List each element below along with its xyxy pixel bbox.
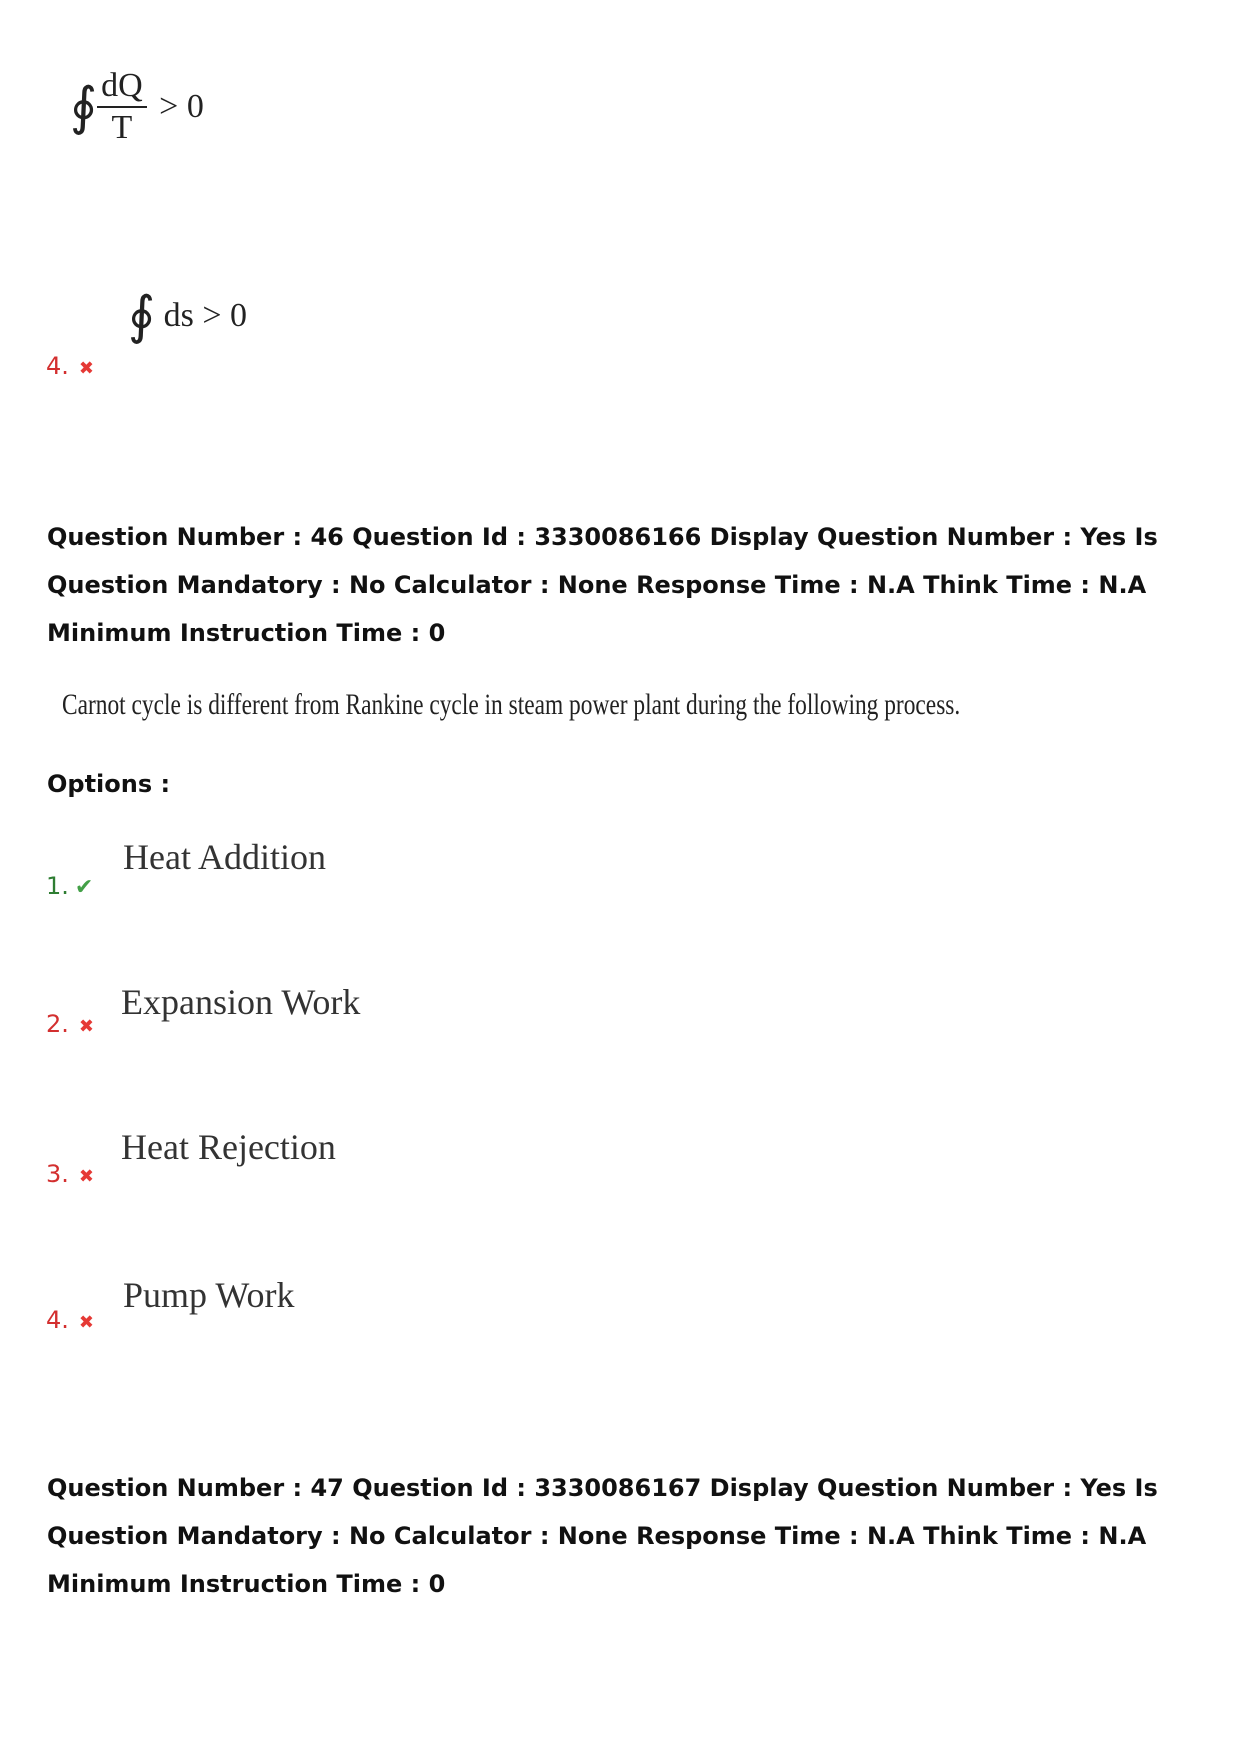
contour-integral-symbol: ∮ xyxy=(70,77,98,137)
options-label: Options : xyxy=(47,770,171,798)
check-icon: ✔ xyxy=(74,875,94,900)
fraction xyxy=(97,66,147,148)
cross-icon: ✖ xyxy=(78,1016,94,1037)
question-46-meta: Question Number : 46 Question Id : 3330086166 Display Question Number : Yes Is Question Mandatory : No Calculator : None Response Time : N.A Think Time : N.A Minimum Instruction Time : 0 xyxy=(47,523,1158,647)
formula-expression: ds > 0 xyxy=(163,297,247,334)
option-number: 3. xyxy=(46,1160,69,1188)
question-46-text: Carnot cycle is different from Rankine cycle in steam power plant during the following process. xyxy=(62,688,961,721)
cross-icon: ✖ xyxy=(78,1166,94,1187)
fraction-numerator: dQ xyxy=(97,66,147,108)
option-2-text: Expansion Work xyxy=(121,982,361,1022)
option-number: 4. xyxy=(46,1306,69,1334)
option-3-marker xyxy=(46,1160,94,1188)
prev-option-4-formula xyxy=(128,286,247,346)
formula-relation: > 0 xyxy=(159,88,204,125)
option-number: 1. xyxy=(46,872,69,900)
option-2-marker xyxy=(46,1010,94,1038)
option-1-marker xyxy=(46,872,93,900)
option-number: 4. xyxy=(46,352,69,380)
fraction-denominator: T xyxy=(111,109,133,146)
option-3-text: Heat Rejection xyxy=(121,1127,336,1167)
option-4-text: Pump Work xyxy=(123,1275,295,1315)
option-4-marker xyxy=(46,1306,94,1334)
cross-icon: ✖ xyxy=(78,358,94,379)
question-47-meta: Question Number : 47 Question Id : 3330086167 Display Question Number : Yes Is Question Mandatory : No Calculator : None Response Time : N.A Think Time : N.A Minimum Instruction Time : 0 xyxy=(47,1474,1158,1598)
formula-clausius xyxy=(70,66,204,148)
option-number: 2. xyxy=(46,1010,69,1038)
option-1-text: Heat Addition xyxy=(123,837,326,877)
prev-option-4 xyxy=(46,352,94,380)
contour-integral-symbol: ∮ xyxy=(128,286,156,346)
cross-icon: ✖ xyxy=(78,1312,94,1333)
